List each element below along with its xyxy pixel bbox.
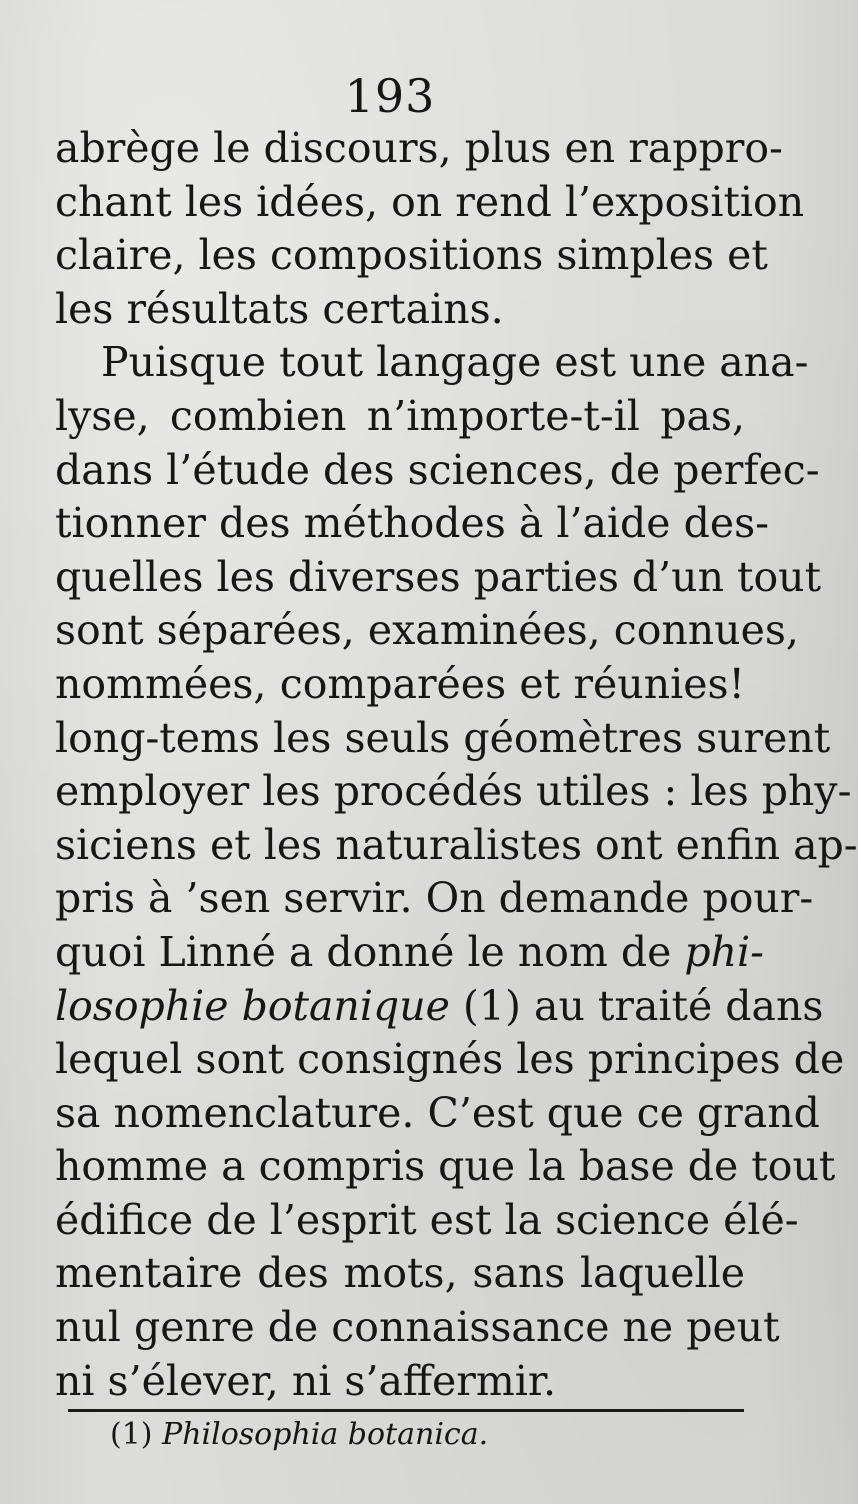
text-line: dans l’étude des sciences, de perfec- <box>55 445 820 494</box>
text-line: pris à ’sen servir. On demande pour- <box>55 874 814 923</box>
body-text <box>55 122 858 1408</box>
footnote-rule <box>68 1409 744 1412</box>
text-line: tionner des méthodes à l’aide des- <box>55 499 769 548</box>
text-line: ni s’élever, ni s’affermir. <box>55 1356 557 1405</box>
text-line <box>55 980 824 1034</box>
text-line: homme a compris que la base de tout <box>55 1142 836 1191</box>
text-line: mentaire des mots, sans laquelle <box>55 1249 745 1298</box>
text-line: siciens et les naturalistes ont enfin ap- <box>55 820 858 869</box>
text-line: nul genre de connaissance ne peut <box>55 1303 780 1352</box>
footnote-marker: (1) <box>110 1417 163 1452</box>
text-line: quelles les diverses parties d’un tout <box>55 552 822 601</box>
footnote <box>110 1414 488 1456</box>
text-line: les résultats certains. <box>55 284 504 333</box>
text-line-plain: quoi Linné a donné le nom de <box>55 927 685 976</box>
text-line: claire, les compositions simples et <box>55 231 768 280</box>
text-line: abrège le discours, plus en rappro- <box>55 124 783 172</box>
text-line: lyse, combien n’importe-t-il pas, <box>55 391 745 440</box>
text-line-plain: (1) au traité dans <box>449 981 824 1030</box>
text-line: Puisque tout langage est une ana- <box>101 338 809 387</box>
text-line: sont séparées, examinées, connues, <box>55 606 799 655</box>
text-line: chant les idées, on rend l’exposition <box>55 177 805 226</box>
text-line: sa nomenclature. C’est que ce grand <box>55 1088 820 1137</box>
text-line: nommées, comparées et réunies! <box>55 659 745 708</box>
footnote-text: Philosophia botanica. <box>162 1417 489 1452</box>
page-number: 193 <box>344 69 436 123</box>
text-line: lequel sont consignés les principes de <box>55 1035 845 1084</box>
text-line-italic: phi- <box>684 927 765 976</box>
text-line: long-tems les seuls géomètres surent <box>55 713 831 762</box>
text-line: employer les procédés utiles : les phy- <box>55 767 852 816</box>
text-line <box>55 926 765 980</box>
text-line-italic: losophie botanique <box>55 981 450 1030</box>
text-line: édifice de l’esprit est la science élé- <box>55 1195 799 1244</box>
